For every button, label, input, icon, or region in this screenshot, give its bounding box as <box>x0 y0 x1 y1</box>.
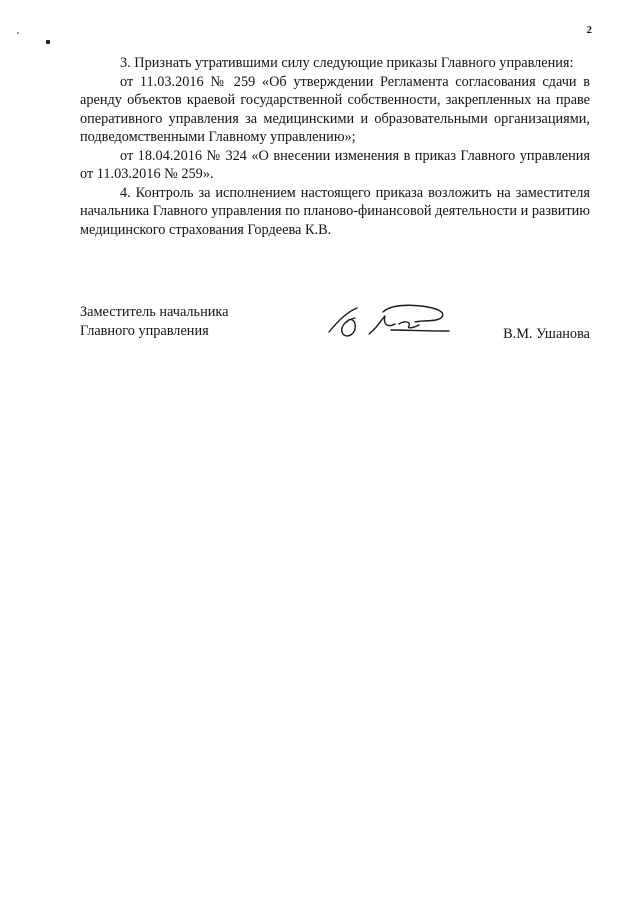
scan-artifact <box>17 32 19 34</box>
order-body <box>80 54 590 239</box>
signatory-position-line1: Заместитель начальника <box>80 304 229 320</box>
handwritten-signature <box>325 300 455 342</box>
paragraph-item-4: 4. Контроль за исполнением настоящего приказа возложить на заместителя начальника Главного управления по планово-финансовой деятельности и развитию медицинского страхования Гордеева К.В. <box>80 184 590 238</box>
paragraph-order-259: от 11.03.2016 № 259 «Об утверждении Регламента согласования сдачи в аренду объектов краевой государственной собственности, закрепленных на праве оперативного управления за медицинскими и образовательными организациями, подведомственными Главному управлению»; <box>80 73 590 145</box>
signatory-name: В.М. Ушанова <box>503 326 590 342</box>
scan-artifact <box>46 40 50 44</box>
page-number: 2 <box>586 24 592 36</box>
signatory-position-line2: Главного управления <box>80 323 209 339</box>
signatory-position <box>80 303 300 341</box>
paragraph-item-3: 3. Признать утратившими силу следующие приказы Главного управления: <box>120 55 574 71</box>
paragraph-order-324: от 18.04.2016 № 324 «О внесении изменения в приказ Главного управления от 11.03.2016 № 259». <box>80 147 590 182</box>
signature-block <box>80 303 590 353</box>
